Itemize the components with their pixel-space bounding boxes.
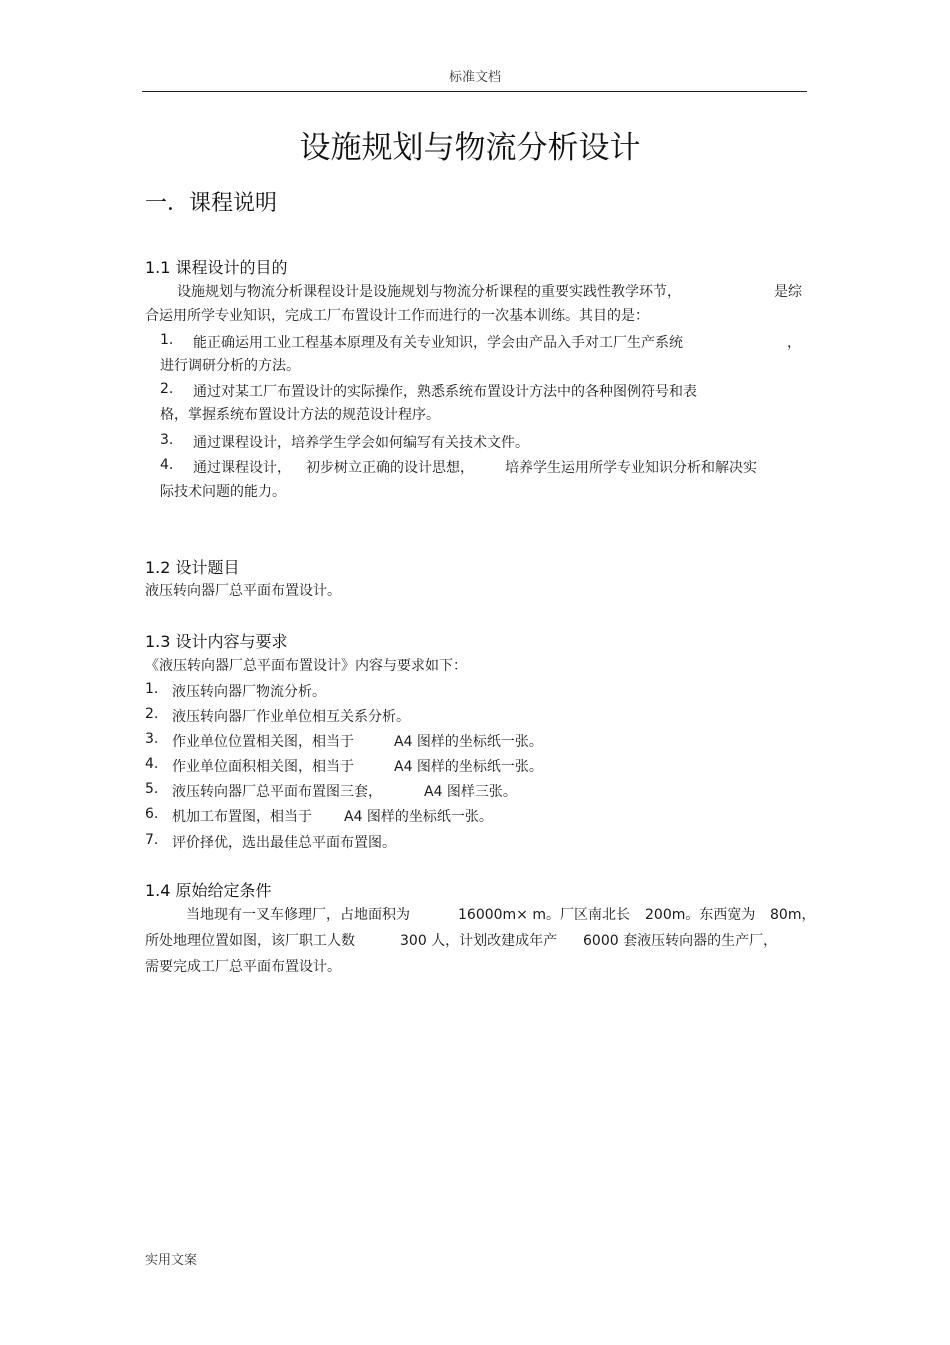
content-item-1-number: 1. [145, 681, 159, 697]
content-item-7-text: 评价择优，选出最佳总平面布置图。 [172, 835, 396, 851]
content-item-6-text-a: 机加工布置图，相当于 [172, 809, 312, 825]
purpose-item-1-line2: 进行调研分析的方法。 [160, 358, 300, 374]
page-footer: 实用文案 [145, 1253, 198, 1268]
section-heading-course-description: 一．课程说明 [145, 191, 278, 216]
content-item-5-number: 5. [145, 781, 159, 797]
content-item-4-text-a: 作业单位面积相关图，相当于 [172, 759, 354, 775]
content-item-2-text: 液压转向器厂作业单位相互关系分析。 [172, 709, 410, 725]
purpose-item-3-number: 3. [160, 432, 174, 448]
purpose-item-2-line2: 格，掌握系统布置设计方法的规范设计程序。 [160, 407, 440, 423]
design-topic-text: 液压转向器厂总平面布置设计。 [145, 583, 341, 599]
conditions-line1-b: 16000m× m。厂区南北长 [458, 907, 630, 923]
conditions-line2-c: 6000 套液压转向器的生产厂， [583, 933, 778, 949]
purpose-intro-line1: 设施规划与物流分析课程设计是设施规划与物流分析课程的重要实践性教学环节， [177, 284, 681, 300]
content-item-6-text-b: A4 图样的坐标纸一张。 [344, 809, 493, 825]
purpose-intro-line2: 合运用所学专业知识，完成工厂布置设计工作而进行的一次基本训练。其目的是： [145, 308, 649, 324]
conditions-line2-b: 300 人，计划改建成年产 [400, 933, 558, 949]
purpose-item-1-line1: 能正确运用工业工程基本原理及有关专业知识，学会由产品入手对工厂生产系统 [193, 335, 683, 351]
content-item-4-text-b: A4 图样的坐标纸一张。 [394, 759, 543, 775]
content-item-7-number: 7. [145, 832, 159, 848]
purpose-intro-line1-tail: 是综 [774, 284, 802, 300]
content-item-5-text-a: 液压转向器厂总平面布置图三套， [172, 784, 382, 800]
document-title: 设施规划与物流分析设计 [299, 130, 641, 166]
conditions-line1-a: 当地现有一叉车修理厂，占地面积为 [186, 907, 410, 923]
purpose-item-4-line1-b: 初步树立正确的设计思想， [306, 460, 474, 476]
conditions-line3: 需要完成工厂总平面布置设计。 [145, 959, 341, 975]
purpose-item-4-line2: 际技术问题的能力。 [160, 484, 286, 500]
content-item-5-text-b: A4 图样三张。 [424, 784, 517, 800]
conditions-line1-d: 80m， [770, 907, 816, 923]
purpose-item-1-number: 1. [160, 332, 174, 348]
subheading-1-2: 1.2 设计题目 [145, 558, 240, 577]
conditions-line1-c: 200m。东西宽为 [645, 907, 756, 923]
purpose-item-2-line1: 通过对某工厂布置设计的实际操作，熟悉系统布置设计方法中的各种图例符号和表 [193, 384, 697, 400]
subheading-1-1: 1.1 课程设计的目的 [145, 258, 288, 277]
header-divider [142, 91, 807, 92]
purpose-item-4-line1-c: 培养学生运用所学专业知识分析和解决实 [505, 460, 757, 476]
purpose-item-3-line1: 通过课程设计，培养学生学会如何编写有关技术文件。 [193, 435, 529, 451]
content-item-4-number: 4. [145, 756, 159, 772]
page-header: 标准文档 [448, 70, 501, 85]
content-item-2-number: 2. [145, 706, 159, 722]
content-item-3-number: 3. [145, 731, 159, 747]
content-item-3-text-a: 作业单位位置相关图，相当于 [172, 734, 354, 750]
subheading-1-3: 1.3 设计内容与要求 [145, 632, 288, 651]
purpose-item-2-number: 2. [160, 381, 174, 397]
content-item-6-number: 6. [145, 806, 159, 822]
subheading-1-4: 1.4 原始给定条件 [145, 881, 272, 900]
conditions-line2-a: 所处地理位置如图，该厂职工人数 [145, 933, 355, 949]
content-intro: 《液压转向器厂总平面布置设计》内容与要求如下： [145, 658, 467, 674]
purpose-item-4-line1-a: 通过课程设计， [193, 460, 291, 476]
purpose-item-1-comma: ， [787, 335, 801, 351]
content-item-1-text: 液压转向器厂物流分析。 [172, 684, 326, 700]
content-item-3-text-b: A4 图样的坐标纸一张。 [394, 734, 543, 750]
purpose-item-4-number: 4. [160, 457, 174, 473]
